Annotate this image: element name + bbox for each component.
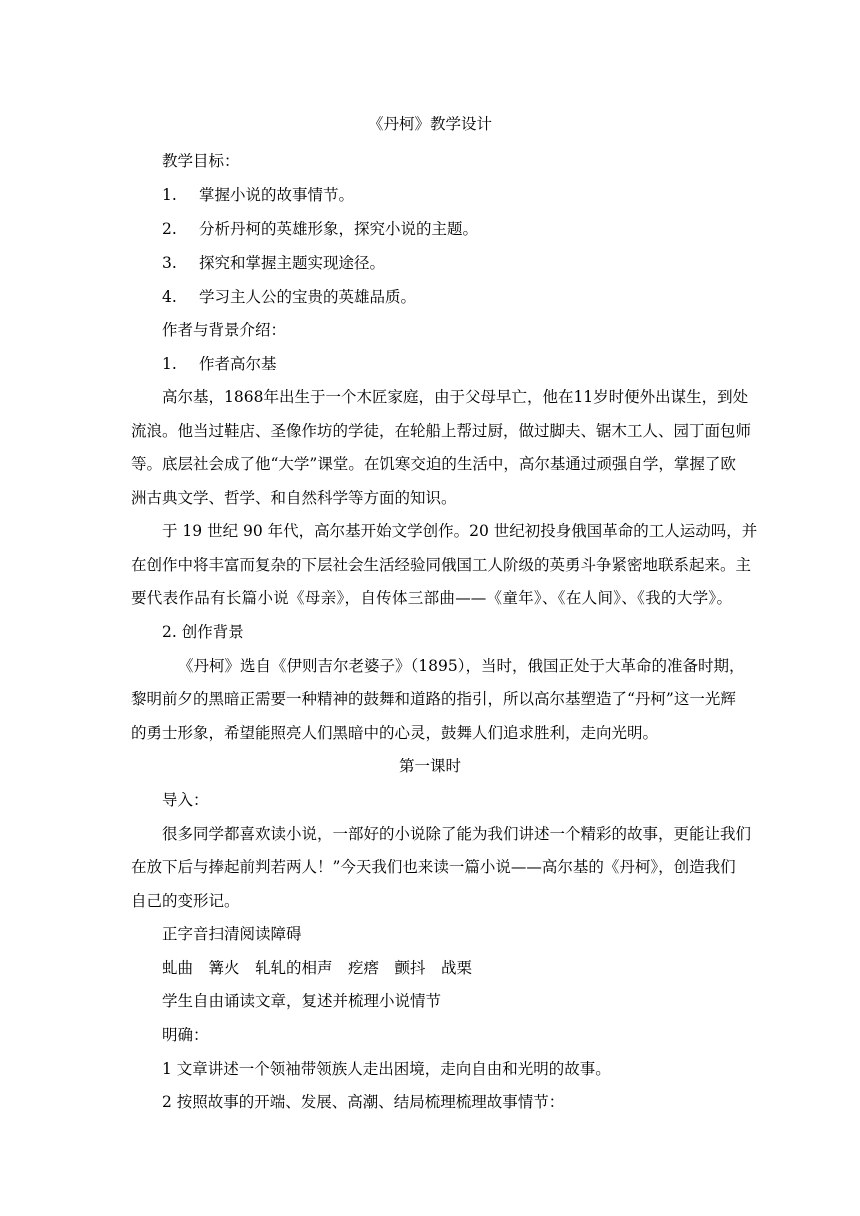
paragraph-line: 的勇士形象，希望能照亮人们黑暗中的心灵，鼓舞人们追求胜利，走向光明。: [131, 724, 659, 742]
paragraph-line: 洲古典文学、哲学、和自然科学等方面的知识。: [131, 489, 457, 507]
paragraph-line: 在创作中将丰富而复杂的下层社会生活经验同俄国工人阶级的英勇斗争紧密地联系起来。主: [131, 556, 752, 574]
pronunciation-heading: 正字音扫清阅读障碍: [162, 925, 302, 943]
paragraph-line: 很多同学都喜欢读小说，一部好的小说除了能为我们讲述一个精彩的故事，更能让我们: [162, 825, 752, 843]
paragraph-line: 在放下后与捧起前判若两人！”今天我们也来读一篇小说——高尔基的《丹柯》，创造我们: [131, 858, 736, 876]
goal-number: 2.: [162, 220, 177, 238]
paragraph-line: 流浪。他当过鞋店、圣像作坊的学徒，在轮船上帮过厨，做过脚夫、锯木工人、园丁面包师: [131, 422, 752, 440]
goal-text: 学习主人公的宝贵的英雄品质。: [199, 288, 417, 306]
goal-number: 1.: [162, 186, 177, 204]
goal-number: 3.: [162, 254, 177, 272]
intro-heading: 导入：: [162, 791, 209, 809]
reading-task: 学生自由诵读文章，复述并梳理小说情节: [162, 992, 442, 1010]
vocabulary-list: 虬曲 篝火 轧轧的相声 疙瘩 颤抖 战栗: [162, 959, 473, 977]
paragraph-line: 黎明前夕的黑暗正需要一种精神的鼓舞和道路的指引，所以高尔基塑造了“丹柯”这一光辉: [131, 690, 736, 708]
goals-heading: 教学目标：: [162, 152, 240, 170]
document-title: 《丹柯》教学设计: [367, 115, 492, 133]
clarify-point: 1 文章讲述一个领袖带领族人走出困境，走向自由和光明的故事。: [162, 1060, 611, 1078]
author-item-text: 作者高尔基: [199, 355, 277, 373]
paragraph-line: 于 19 世纪 90 年代，高尔基开始文学创作。20 世纪初投身俄国革命的工人运动吗，并: [162, 522, 758, 540]
author-item-number: 1.: [162, 355, 177, 373]
paragraph-line: 高尔基，1868年出生于一个木匠家庭，由于父母早亡，他在11岁时便外出谋生，到处: [162, 388, 749, 406]
background-item: 2. 创作背景: [162, 623, 244, 641]
lesson-title: 第一课时: [398, 757, 461, 775]
paragraph-line: 《丹柯》选自《伊则吉尔老婆子》（1895），当时，俄国正处于大革命的准备时期，: [178, 657, 745, 675]
paragraph-line: 自己的变形记。: [131, 892, 240, 910]
goal-text: 分析丹柯的英雄形象，探究小说的主题。: [199, 220, 479, 238]
paragraph-line: 等。底层社会成了他“大学”课堂。在饥寒交迫的生活中，高尔基通过顽强自学，掌握了欧: [131, 455, 736, 473]
clarify-heading: 明确：: [162, 1026, 209, 1044]
background-heading: 作者与背景介绍：: [162, 321, 287, 339]
goal-text: 掌握小说的故事情节。: [199, 186, 355, 204]
paragraph-line: 要代表作品有长篇小说《母亲》，自传体三部曲——《童年》、《在人间》、《我的大学》。: [131, 589, 732, 607]
clarify-point: 2 按照故事的开端、发展、高潮、结局梳理梳理故事情节：: [162, 1093, 565, 1111]
goal-number: 4.: [162, 288, 177, 306]
goal-text: 探究和掌握主题实现途径。: [199, 254, 386, 272]
